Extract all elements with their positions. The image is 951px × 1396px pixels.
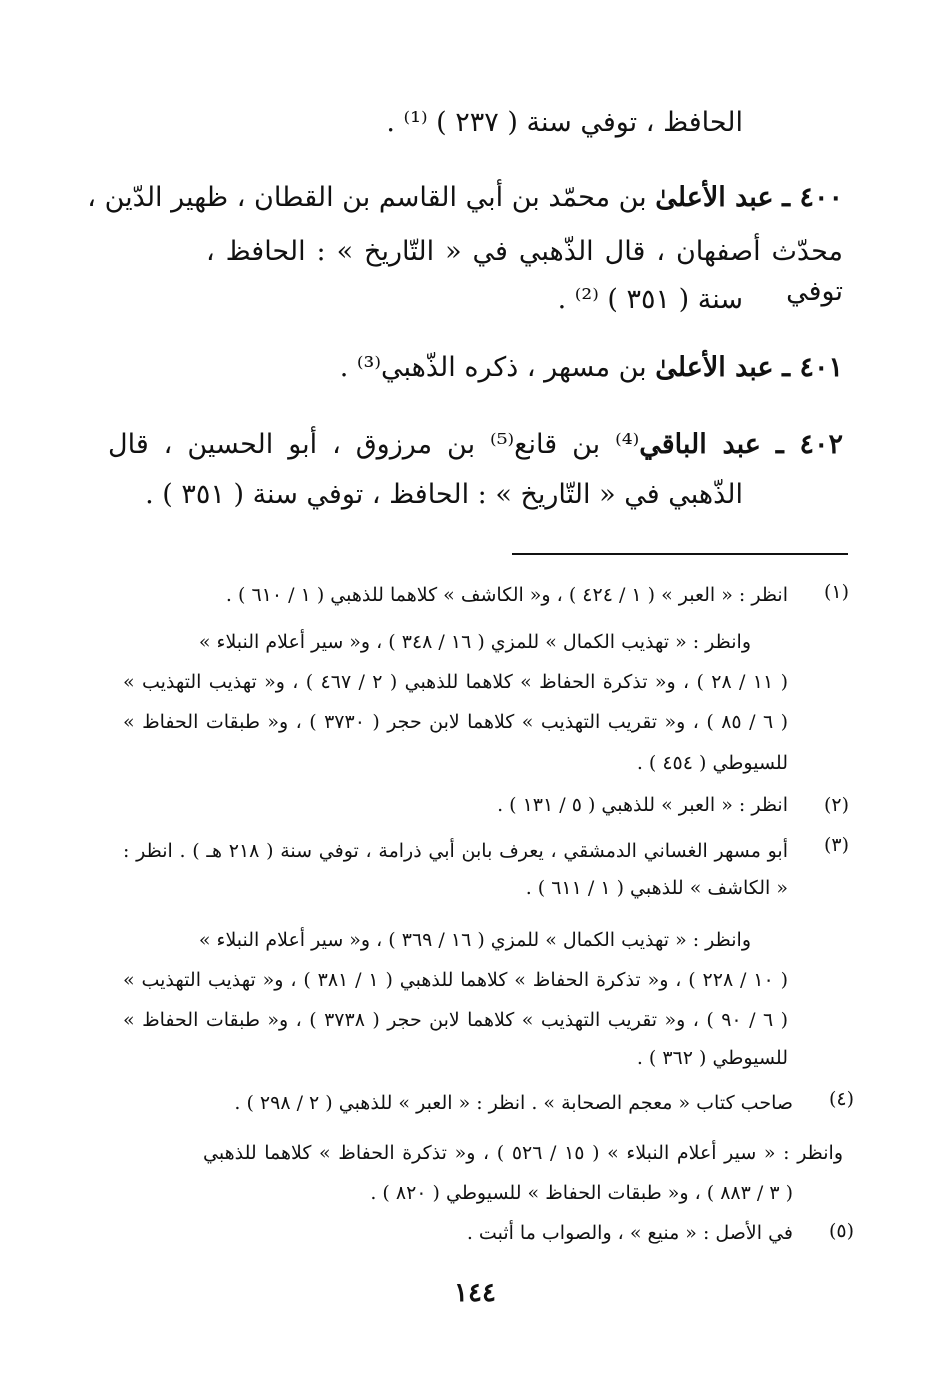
entry-401-line [340, 348, 843, 388]
entry-400-name: عبد الأعلىٰ [655, 182, 774, 213]
main-line-0: الحافظ ، توفي سنة ( ٢٣٧ ) ⁽¹⁾ . [386, 107, 743, 138]
footnote-3-line-5: ( ٦ / ٩٠ ) ، و« تقريب التهذيب » كلاهما لابن حجر ( ٣٧٣٨ ) ، و« طبقات الحفاظ » [123, 1009, 789, 1031]
footnote-4-line-1: صاحب كتاب « معجم الصحابة » . انظر : « العبر » للذهبي ( ٢ / ٢٩٨ ) . [234, 1092, 793, 1114]
footnote-5-line-1: في الأصل : « منيع » ، والصواب ما أثبت . [466, 1222, 793, 1244]
entry-401-text: بن مسهر ، ذكره الذّهبي⁽³⁾ . [339, 352, 656, 383]
entry-400-line-1 [87, 178, 843, 218]
page-number: ١٤٤ [454, 1278, 496, 1308]
footnote-1-line-3: ( ١١ / ٢٨ ) ، و« تذكرة الحفاظ » كلاهما للذهبي ( ٢ / ٤٦٧ ) ، و« تهذيب التهذيب » [123, 671, 788, 693]
entry-400-line-3: سنة ( ٣٥١ ) ⁽²⁾ . [557, 284, 743, 315]
entry-400-number: ٤٠٠ ـ [782, 182, 843, 213]
footnote-separator [512, 553, 848, 555]
footnote-3-line-2: « الكاشف » للذهبي ( ١ / ٦١١ ) . [525, 877, 788, 899]
entry-402-line-1 [108, 425, 843, 465]
footnote-1-number: (١) [823, 581, 849, 603]
footnote-3-number: (٣) [823, 834, 849, 856]
entry-401-number: ٤٠١ ـ [782, 352, 843, 383]
entry-400-line-2: محدّث أصفهان ، قال الذّهبي في « التّاريخ » : الحافظ ، توفي [206, 236, 843, 307]
footnote-1-line-2: وانظر : « تهذيب الكمال » للمزي ( ١٦ / ٣٤٨ ) ، و« سير أعلام النبلاء » [198, 631, 751, 653]
footnote-2-number: (٢) [823, 794, 849, 816]
entry-402-text: ⁽⁴⁾ بن قانع⁽⁵⁾ بن مرزوق ، أبو الحسين ، قال [108, 429, 640, 460]
footnote-1-line-5: للسيوطي ( ٤٥٤ ) . [636, 752, 788, 774]
footnote-3-line-4: ( ١٠ / ٢٢٨ ) ، و« تذكرة الحفاظ » كلاهما للذهبي ( ١ / ٣٨١ ) ، و« تهذيب التهذيب » [123, 969, 788, 991]
footnote-1-line-4: ( ٦ / ٨٥ ) ، و« تقريب التهذيب » كلاهما لابن حجر ( ٣٧٣٠ ) ، و« طبقات الحفاظ » [123, 711, 789, 733]
entry-402-line-2: الذّهبي في « التّاريخ » : الحافظ ، توفي سنة ( ٣٥١ ) . [145, 479, 743, 510]
entry-402-number: ٤٠٢ ـ [775, 429, 844, 460]
entry-402-name: عبد الباقي [639, 429, 761, 460]
footnote-3-line-1: أبو مسهر الغساني الدمشقي ، يعرف بابن أبي ذرامة ، توفي سنة ( ٢١٨ هـ ) . انظر : [123, 840, 788, 862]
entry-401-name: عبد الأعلىٰ [655, 352, 774, 383]
footnote-3-line-3: وانظر : « تهذيب الكمال » للمزي ( ١٦ / ٣٦٩ ) ، و« سير أعلام النبلاء » [198, 929, 751, 951]
footnote-1-line-1: انظر : « العبر » ( ١ / ٤٢٤ ) ، و« الكاشف » كلاهما للذهبي ( ١ / ٦١٠ ) . [225, 584, 788, 606]
footnote-4-number: (٤) [828, 1088, 854, 1110]
footnote-4-line-3: ( ٣ / ٨٨٣ ) ، و« طبقات الحفاظ » للسيوطي ( ٨٢٠ ) . [370, 1182, 793, 1204]
footnote-4-line-2: وانظر : « سير أعلام النبلاء » ( ١٥ / ٥٢٦ ) ، و« تذكرة الحفاظ » كلاهما للذهبي [203, 1142, 844, 1164]
footnote-2-line-1: انظر : « العبر » للذهبي ( ٥ / ١٣١ ) . [497, 794, 788, 816]
footnote-5-number: (٥) [828, 1220, 854, 1242]
entry-400-text: بن محمّد بن أبي القاسم بن القطان ، ظهير الدّين ، [87, 182, 656, 213]
footnote-3-line-6: للسيوطي ( ٣٦٢ ) . [636, 1047, 788, 1069]
